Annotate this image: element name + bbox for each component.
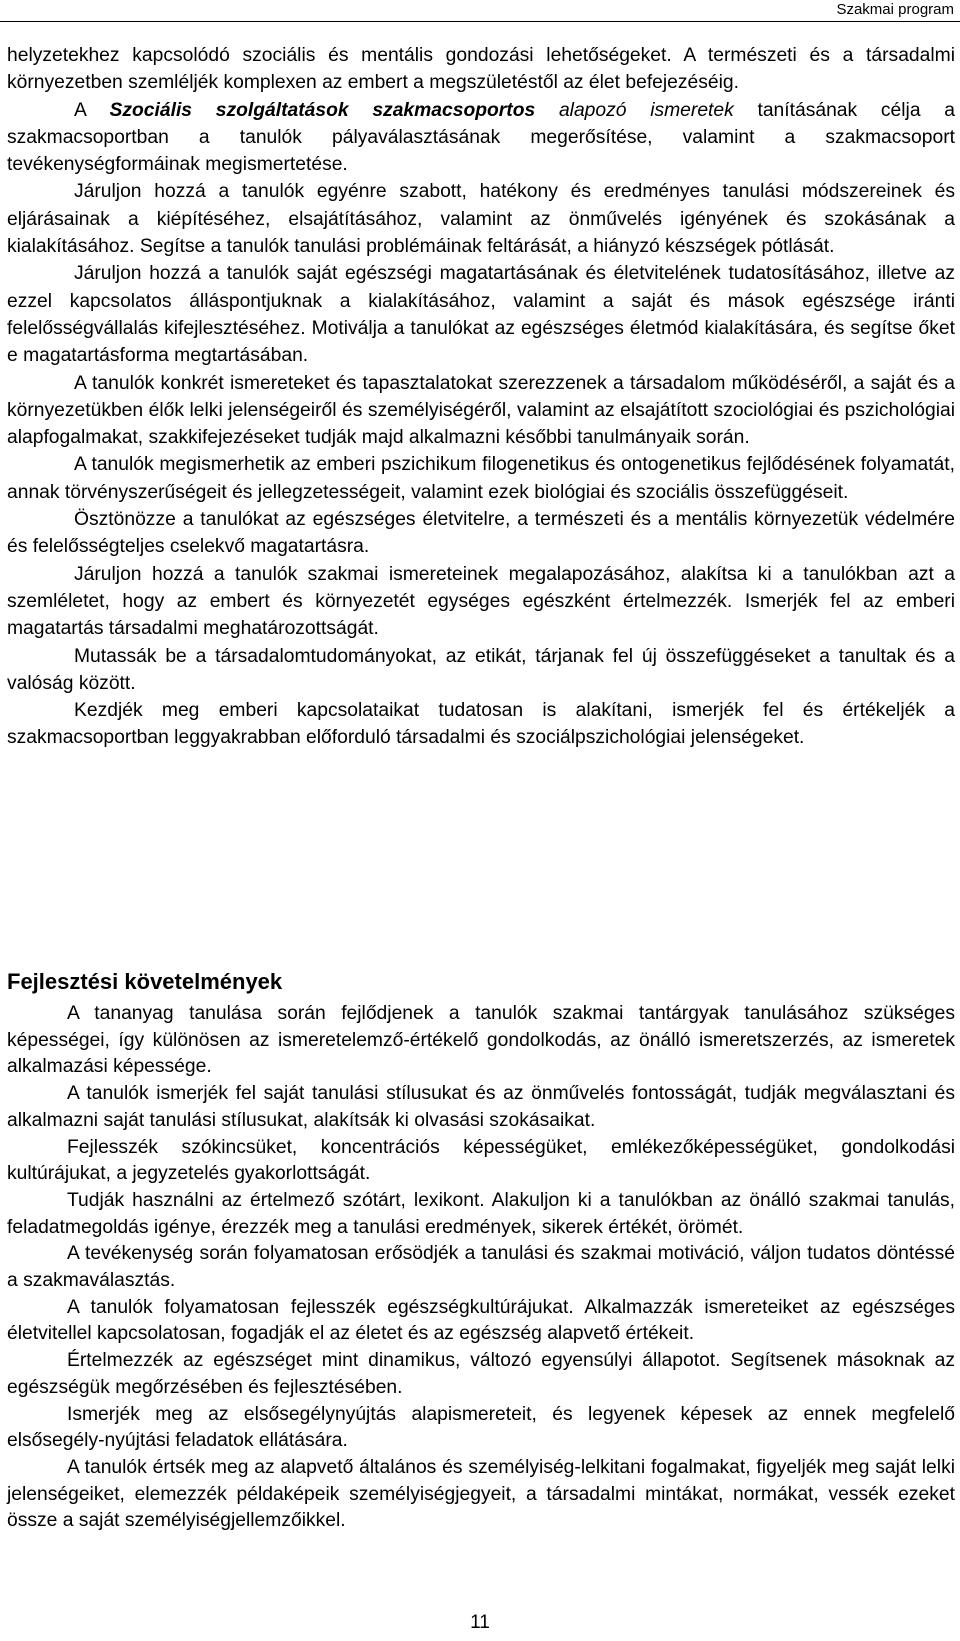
paragraph: Járuljon hozzá a tanulók egyénre szabott, hatékony és eredményes tanulási módszereinek és eljárásainak a kiépítéséhez, elsajátításához, valamint az önművelés igényének és szokásának a kialakításához. Segítse a tanulók tanulási problémáinak feltárását, a hiányzó készségek pótlását. xyxy=(7,181,955,258)
paragraph: Járuljon hozzá a tanulók szakmai ismereteinek megalapozásához, alakítsa ki a tanulókban azt a szemléletet, hogy az embert és környezetét egységes egészként értelmezzék. Ismerjék fel az emberi magatartás társadalmi meghatározottságát. xyxy=(7,563,955,640)
section-paragraph: A tanulók értsék meg az alapvető általános és személyiség-lelkitani fogalmakat, figyeljék meg saját lelki jelenségeiket, elemezzék példaképeik személyiségjegyeit, a társadalmi mintákat, normákat, vessék ezeket össze a saját személyiségjellemzőikkel. xyxy=(7,1456,955,1532)
section-paragraph: Ismerjék meg az elsősegélynyújtás alapismereteit, és legyenek képesek az ennek megfelelő elsősegély-nyújtási feladatok ellátására. xyxy=(7,1403,955,1452)
page-number: 11 xyxy=(470,1612,490,1633)
lead-mid xyxy=(535,100,559,121)
paragraph: Ösztönözze a tanulókat az egészséges életvitelre, a természeti és a mentális környezetük védelmére és felelősségteljes cselekvő magatartásra. xyxy=(7,509,955,558)
paragraph: Kezdjék meg emberi kapcsolataikat tudatosan is alakítani, ismerjék fel és értékeljék a szakmacsoportban leggyakrabban előforduló társadalmi és szociálpszichológiai jelenségeket. xyxy=(7,700,955,749)
paragraph: A tanulók megismerhetik az emberi pszichikum filogenetikus és ontogenetikus fejlődésének folyamatát, annak törvényszerűségeit és jellegzetességeit, valamint ezek biológiai és szociális összefüggéseit. xyxy=(7,454,955,503)
paragraph: Járuljon hozzá a tanulók saját egészségi magatartásának és életvitelének tudatosításához, illetve az ezzel kapcsolatos álláspontjuknak a kialakításához, valamint a saját és mások egészsége iránti felelősségvállalás kifejlesztéséhez. Motiválja a tanulókat az egészséges életmód kialakítására, és segítse őket e magatartásforma megtartásában. xyxy=(7,263,955,367)
section-heading: Fejlesztési követelmények xyxy=(7,969,283,994)
intro-continuation-paragraph: helyzetekhez kapcsolódó szociális és mentális gondozási lehetőségeket. A természeti és a társadalmi környezetben szemléljék komplexen az embert a megszületéstől az élet befejezéséig. xyxy=(7,45,955,94)
section-paragraph: A tanulók ismerjék fel saját tanulási stílusukat és az önművelés fontosságát, tudják megválasztani és alkalmazni saját tanulási stílusukat, alakítsák ki olvasási szokásaikat. xyxy=(7,1083,955,1131)
header-divider xyxy=(0,21,960,22)
lead-prefix: A xyxy=(74,99,110,121)
section-paragraph: A tanulók folyamatosan fejlesszék egészségkultúrájukat. Alkalmazzák ismereteiket az egészséges életvitellel kapcsolatosan, fogadják el az életet és az egészség alapvető értékeit. xyxy=(7,1296,955,1345)
section-paragraph: A tananyag tanulása során fejlődjenek a tanulók szakmai tantárgyak tanulásához szükséges képességei, így különösen az ismeretelemző-értékelő gondolkodás, az önálló ismeretszerzés, az ismeretek alkalmazási képessége. xyxy=(7,1003,955,1078)
section-paragraph: Értelmezzék az egészséget mint dinamikus, változó egyensúlyi állapotot. Segítsenek másoknak az egészségük megőrzésében és fejlesztésében. xyxy=(7,1350,955,1398)
running-header: Szakmai program xyxy=(836,1,954,18)
lead-paragraph xyxy=(7,97,955,179)
body-text-section xyxy=(7,1001,955,1535)
section-paragraph: A tevékenység során folyamatosan erősödjék a tanulási és szakmai motiváció, váljon tudatos döntéssé a szakmaválasztás. xyxy=(7,1243,955,1292)
paragraph: A tanulók konkrét ismereteket és tapasztalatokat szerezzenek a társadalom működéséről, a saját és a környezetükben élők lelki jelenségeiről és személyiségéről, valamint az elsajátított szociológiai és pszichológiai alapfogalmakat, szakkifejezéseket tudják majd alkalmazni későbbi tanulmányaik során. xyxy=(7,372,955,449)
section-paragraph: Fejlesszék szókincsüket, koncentrációs képességüket, emlékezőképességüket, gondolkodási kultúrájukat, a jegyzetelés gyakorlottságát. xyxy=(7,1136,955,1185)
lead-bold-phrase: Szociális szolgáltatások szakmacsoportos xyxy=(109,99,536,121)
section-paragraph: Tudják használni az értelmező szótárt, lexikont. Alakuljon ki a tanulókban az önálló szakmai tanulás, feladatmegoldás igénye, érezzék meg a tanulási eredmények, sikerek értékét, örömét. xyxy=(7,1189,955,1238)
lead-rest: tanításának célja a szakmacsoportban a tanulók pályaválasztásának megerősítése, valamint a szakmacsoport tevékenységformáinak megismertetése. xyxy=(7,99,955,176)
body-text-top xyxy=(7,42,955,752)
paragraph: Mutassák be a társadalomtudományokat, az etikát, tárjanak fel új összefüggéseket a tanultak és a valóság között. xyxy=(7,645,955,694)
lead-italic-phrase: alapozó ismeretek xyxy=(558,99,734,121)
